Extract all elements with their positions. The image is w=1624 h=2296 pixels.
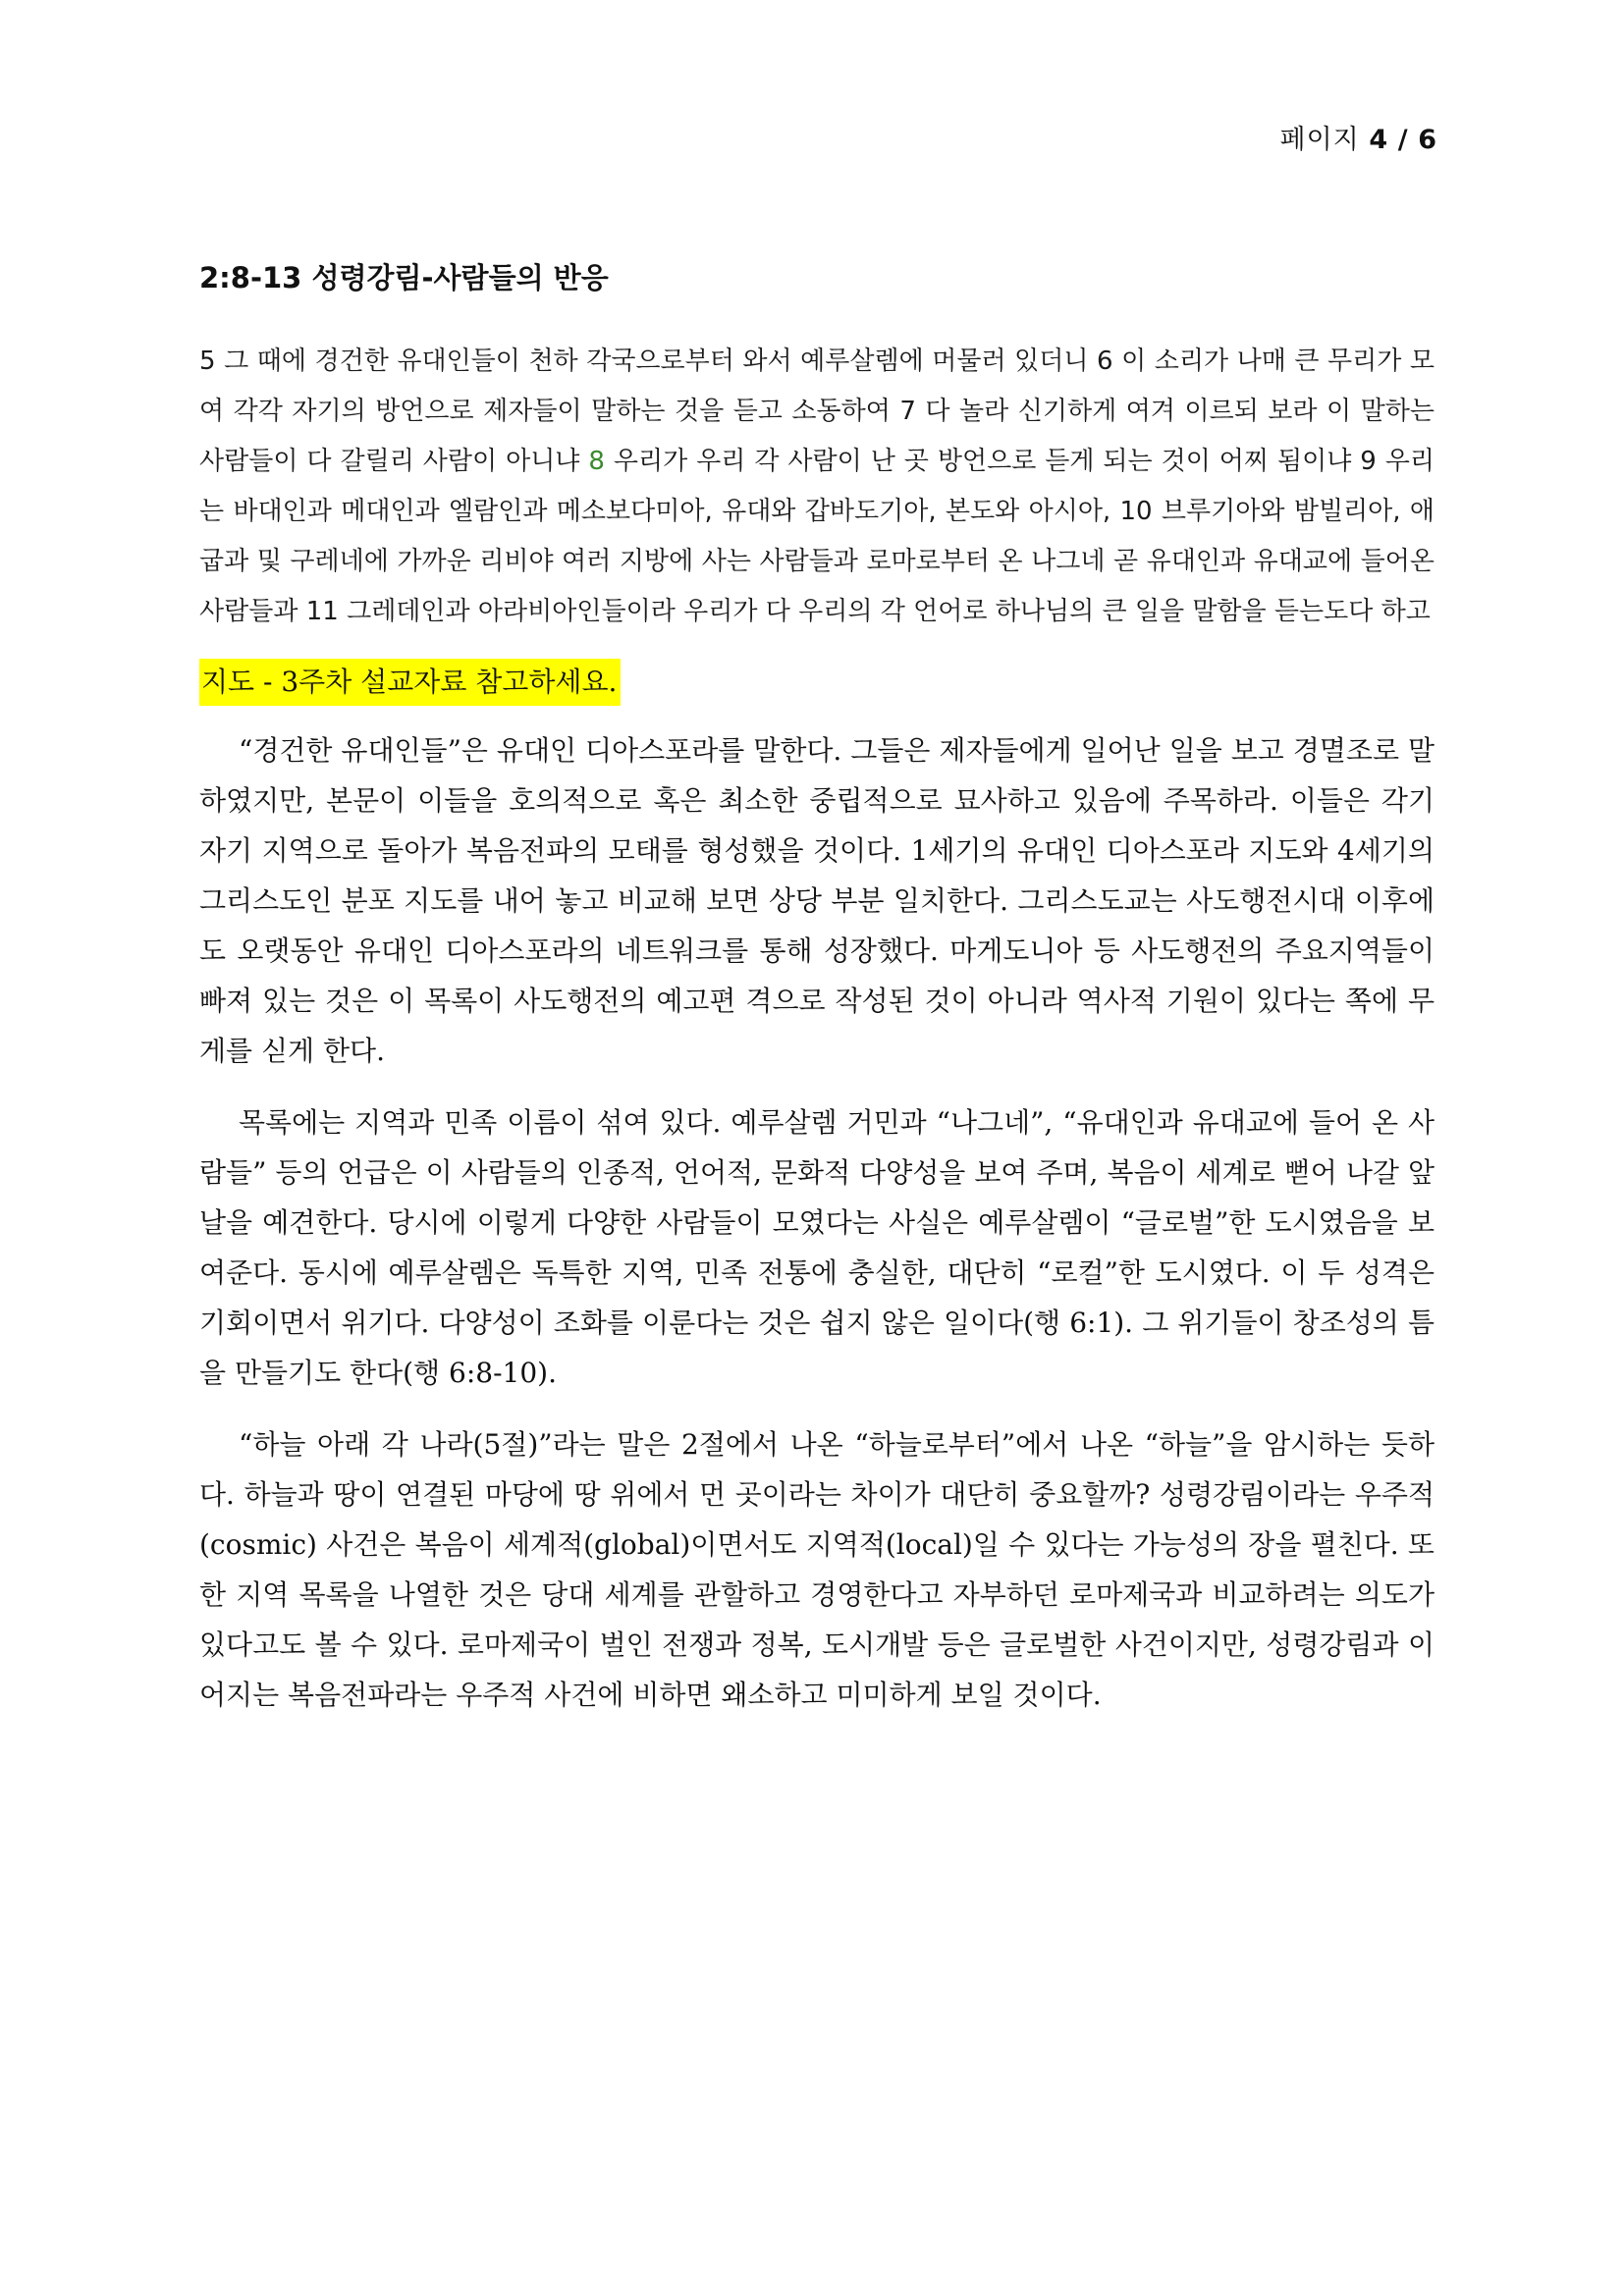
commentary-paragraph: “경건한 유대인들”은 유대인 디아스포라를 말한다. 그들은 제자들에게 일어난 일을 보고 경멸조로 말하였지만, 본문이 이들을 호의적으로 혹은 최소한 중립적으로 묘사하고 있음에 주목하라. 이들은 각기 자기 지역으로 돌아가 복음전파의 모태를 형성했을 것이다. 1세기의 유대인 디아스포라 지도와 4세기의 그리스도인 분포 지도를 내어 놓고 비교해 보면 상당 부분 일치한다. 그리스도교는 사도행전시대 이후에도 오랫동안 유대인 디아스포라의 네트워크를 통해 성장했다. 마게도니아 등 사도행전의 주요지역들이 빠져 있는 것은 이 목록이 사도행전의 예고편 격으로 작성된 것이 아니라 역사적 기원이 있다는 쪽에 무게를 싣게 한다.: [199, 733, 1435, 1067]
page-number-header: [1280, 118, 1438, 156]
page-total: 6: [1418, 125, 1437, 155]
page-separator: /: [1397, 125, 1409, 155]
section-title: 2:8-13 성령강림-사람들의 반응: [199, 261, 609, 294]
highlighted-note: 지도 - 3주차 설교자료 참고하세요.: [199, 659, 621, 706]
highlighted-note-block: [199, 659, 1435, 725]
commentary-paragraph: “하늘 아래 각 나라(5절)”라는 말은 2절에서 나온 “하늘로부터”에서 나온 “하늘”을 암시하는 듯하다. 하늘과 땅이 연결된 마당에 땅 위에서 먼 곳이라는 차이가 대단히 중요할까? 성령강림이라는 우주적(cosmic) 사건은 복음이 세계적(global)이면서도 지역적(local)일 수 있다는 가능성의 장을 펼친다. 또한 지역 목록을 나열한 것은 당대 세계를 관할하고 경영한다고 자부하던 로마제국과 비교하려는 의도가 있다고도 볼 수 있다. 로마제국이 벌인 전쟁과 정복, 도시개발 등은 글로벌한 사건이지만, 성령강림과 이어지는 복음전파라는 우주적 사건에 비하면 왜소하고 미미하게 보일 것이다.: [199, 1427, 1435, 1711]
scripture-text-part2: 우리가 우리 각 사람이 난 곳 방언으로 듣게 되는 것이 어찌 됨이냐 9 우리는 바대인과 메대인과 엘람인과 메소보다미아, 유대와 갑바도기아, 본도와 아시아, 10 브루기아와 밤빌리아, 애굽과 및 구레네에 가까운 리비야 여러 지방에 사는 사람들과 로마로부터 온 나그네 곧 유대인과 유대교에 들어온 사람들과 11 그레데인과 아라비아인들이라 우리가 다 우리의 각 언어로 하나님의 큰 일을 말함을 듣는도다 하고: [199, 446, 1435, 626]
page-label: 페이지: [1279, 125, 1360, 155]
page-current: 4: [1369, 125, 1389, 155]
scripture-text-part1: 5 그 때에 경건한 유대인들이 천하 각국으로부터 와서 예루살렘에 머물러 있더니 6 이 소리가 나매 큰 무리가 모여 각각 자기의 방언으로 제자들이 말하는 것을 듣고 소동하여 7 다 놀라 신기하게 여겨 이르되 보라 이 말하는 사람들이 다 갈릴리 사람이 아니냐: [199, 346, 1435, 476]
commentary-paragraph: 목록에는 지역과 민족 이름이 섞여 있다. 예루살렘 거민과 “나그네”, “유대인과 유대교에 들어 온 사람들” 등의 언급은 이 사람들의 인종적, 언어적, 문화적 다양성을 보여 주며, 복음이 세계로 뻗어 나갈 앞날을 예견한다. 당시에 이렇게 다양한 사람들이 모였다는 사실은 예루살렘이 “글로벌”한 도시였음을 보여준다. 동시에 예루살렘은 독특한 지역, 민족 전통에 충실한, 대단히 “로컬”한 도시였다. 이 두 성격은 기회이면서 위기다. 다양성이 조화를 이룬다는 것은 쉽지 않은 일이다(행 6:1). 그 위기들이 창조성의 틈을 만들기도 한다(행 6:8-10).: [199, 1105, 1435, 1389]
document-body: [199, 260, 1435, 1741]
verse-number-green: 8: [588, 446, 605, 476]
scripture-passage: [199, 337, 1435, 637]
